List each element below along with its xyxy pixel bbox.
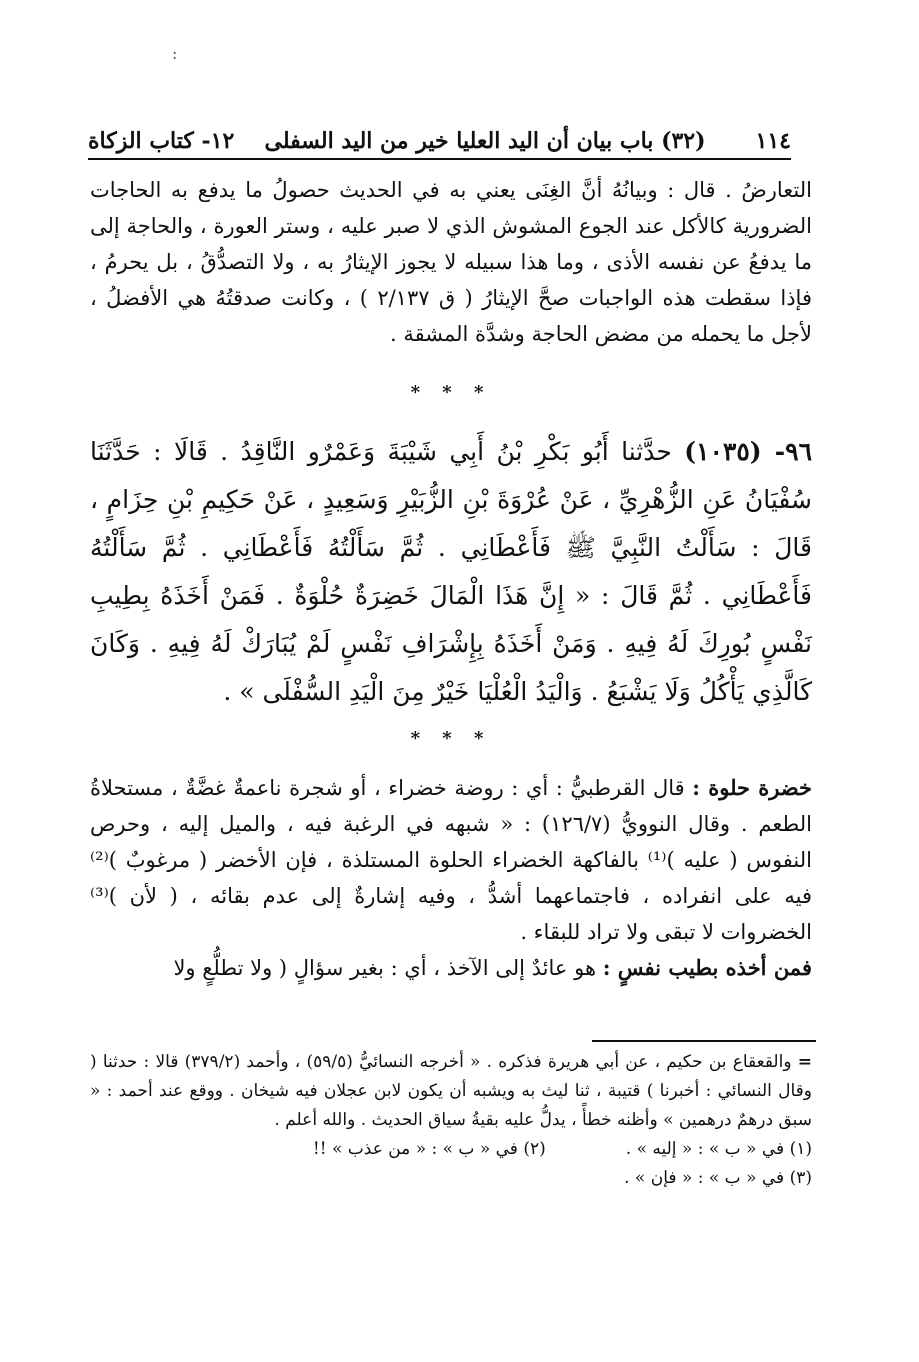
commentary-paragraph: [90, 770, 812, 950]
hadith-block: [90, 428, 812, 716]
footnote-row: [90, 1135, 812, 1164]
chapter-title: (٣٢) باب بيان أن اليد العليا خير من اليد السفلى: [264, 128, 706, 154]
commentary-lead: فمن أخذه بطيب نفسٍ :: [602, 955, 812, 980]
page-header: [88, 120, 791, 160]
commentary-paragraph: [90, 950, 812, 986]
intro-paragraph: التعارضُ . قال : وبيانُهُ أنَّ الغِنَى يعني به في الحديث حصولُ ما يدفع به الحاجات الضرورية كالأكل عند الجوع المشوش الذي لا صبر عليه ، وستر العورة ، والحاجة إلى ما يدفعُ عن نفسه الأذى ، وما هذا سبيله لا يجوز الإيثارُ به ، ولا التصدُّقُ ، بل يحرمُ ، فإذا سقطت هذه الواجبات صحَّ الإيثارُ ( ق ٢/١٣٧ ) ، وكانت صدقتُهُ هي الأفضلُ ، لأجل ما يحمله من مضض الحاجة وشدَّة المشقة .: [90, 178, 812, 346]
footnote-divider: [592, 1040, 816, 1042]
commentary: [90, 770, 812, 986]
commentary-text: قال القرطبيُّ : أي : روضة خضراء ، أو شجرة ناعمةٌ غضَّةٌ ، مستحلاةُ الطعم . وقال النوويُّ (١٢٦/٧) : « شبهه في الرغبة فيه ، والميل إليه ، وحرص النفوس ( عليه )⁽¹⁾ بالفاكهة الخضراء الحلوة المستلذة ، فإن الأخضر ( مرغوبٌ )⁽²⁾ فيه على انفراده ، فاجتماعهما أشدُّ ، وفيه إشارةٌ إلى عدم بقائه ، ( لأن )⁽³⁾ الخضروات لا تبقى ولا تراد للبقاء .: [90, 776, 813, 944]
corner-mark: :: [172, 44, 178, 63]
footnote-1: (١) في « ب » : « إليه » .: [625, 1139, 812, 1159]
continuation-text: والقعقاع بن حكيم ، عن أبي هريرة فذكره . « أخرجه النسائيُّ (٥٩/٥) ، وأحمد (٣٧٩/٢) قالا : حدثنا ( وقال النسائي : أخبرنا ) قتيبة ، ثنا ليث به ويشبه أن يكون لابن عجلان فيه شيخان . ووقع عند أحمد : « سبق درهمٌ درهمين » وأظنه خطأً ، يدلُّ عليه بقيةُ سياق الحديث . والله أعلم .: [90, 1052, 812, 1130]
footnote-continuation: [90, 1048, 812, 1135]
book-title: ١٢- كتاب الزكاة: [88, 128, 235, 154]
page-number: ١١٤: [755, 128, 791, 154]
footnote-2: (٢) في « ب » : « من عذب » !!: [312, 1139, 546, 1159]
commentary-lead: خضرة حلوة :: [692, 775, 812, 800]
commentary-text: هو عائدٌ إلى الآخذ ، أي : بغير سؤالٍ ( ولا تطلُّعٍ ولا: [173, 956, 597, 980]
section-separator: * * *: [410, 382, 492, 403]
footnotes: [90, 1048, 812, 1193]
continuation-marker: =: [797, 1052, 813, 1072]
section-separator: * * *: [410, 728, 492, 749]
footnote-3: (٣) في « ب » : « فإن » .: [624, 1168, 812, 1188]
hadith-number: ٩٦- (١٠٣٥): [684, 437, 812, 466]
hadith-text: حدَّثنا أَبُو بَكْرِ بْنُ أَبِي شَيْبَةَ وَعَمْرٌو النَّاقِدُ . قَالَا : حَدَّثَنَا سُفْيَانُ عَنِ الزُّهْرِيِّ ، عَنْ عُرْوَةَ بْنِ الزُّبَيْرِ وَسَعِيدٍ ، عَنْ حَكِيمِ بْنِ حِزَامٍ ، قَالَ : سَأَلْتُ النَّبِيَّ ﷺ فَأَعْطَانِي . ثُمَّ سَأَلْتُهُ فَأَعْطَانِي . ثُمَّ سَأَلْتُهُ فَأَعْطَانِي . ثُمَّ قَالَ : « إِنَّ هَذَا الْمَالَ خَضِرَةٌ حُلْوَةٌ . فَمَنْ أَخَذَهُ بِطِيبِ نَفْسٍ بُورِكَ لَهُ فِيهِ . وَمَنْ أَخَذَهُ بِإِشْرَافِ نَفْسٍ لَمْ يُبَارَكْ لَهُ فِيهِ . وَكَانَ كَالَّذِي يَأْكُلُ وَلَا يَشْبَعُ . وَالْيَدُ الْعُلْيَا خَيْرٌ مِنَ الْيَدِ السُّفْلَى » .: [90, 437, 812, 706]
